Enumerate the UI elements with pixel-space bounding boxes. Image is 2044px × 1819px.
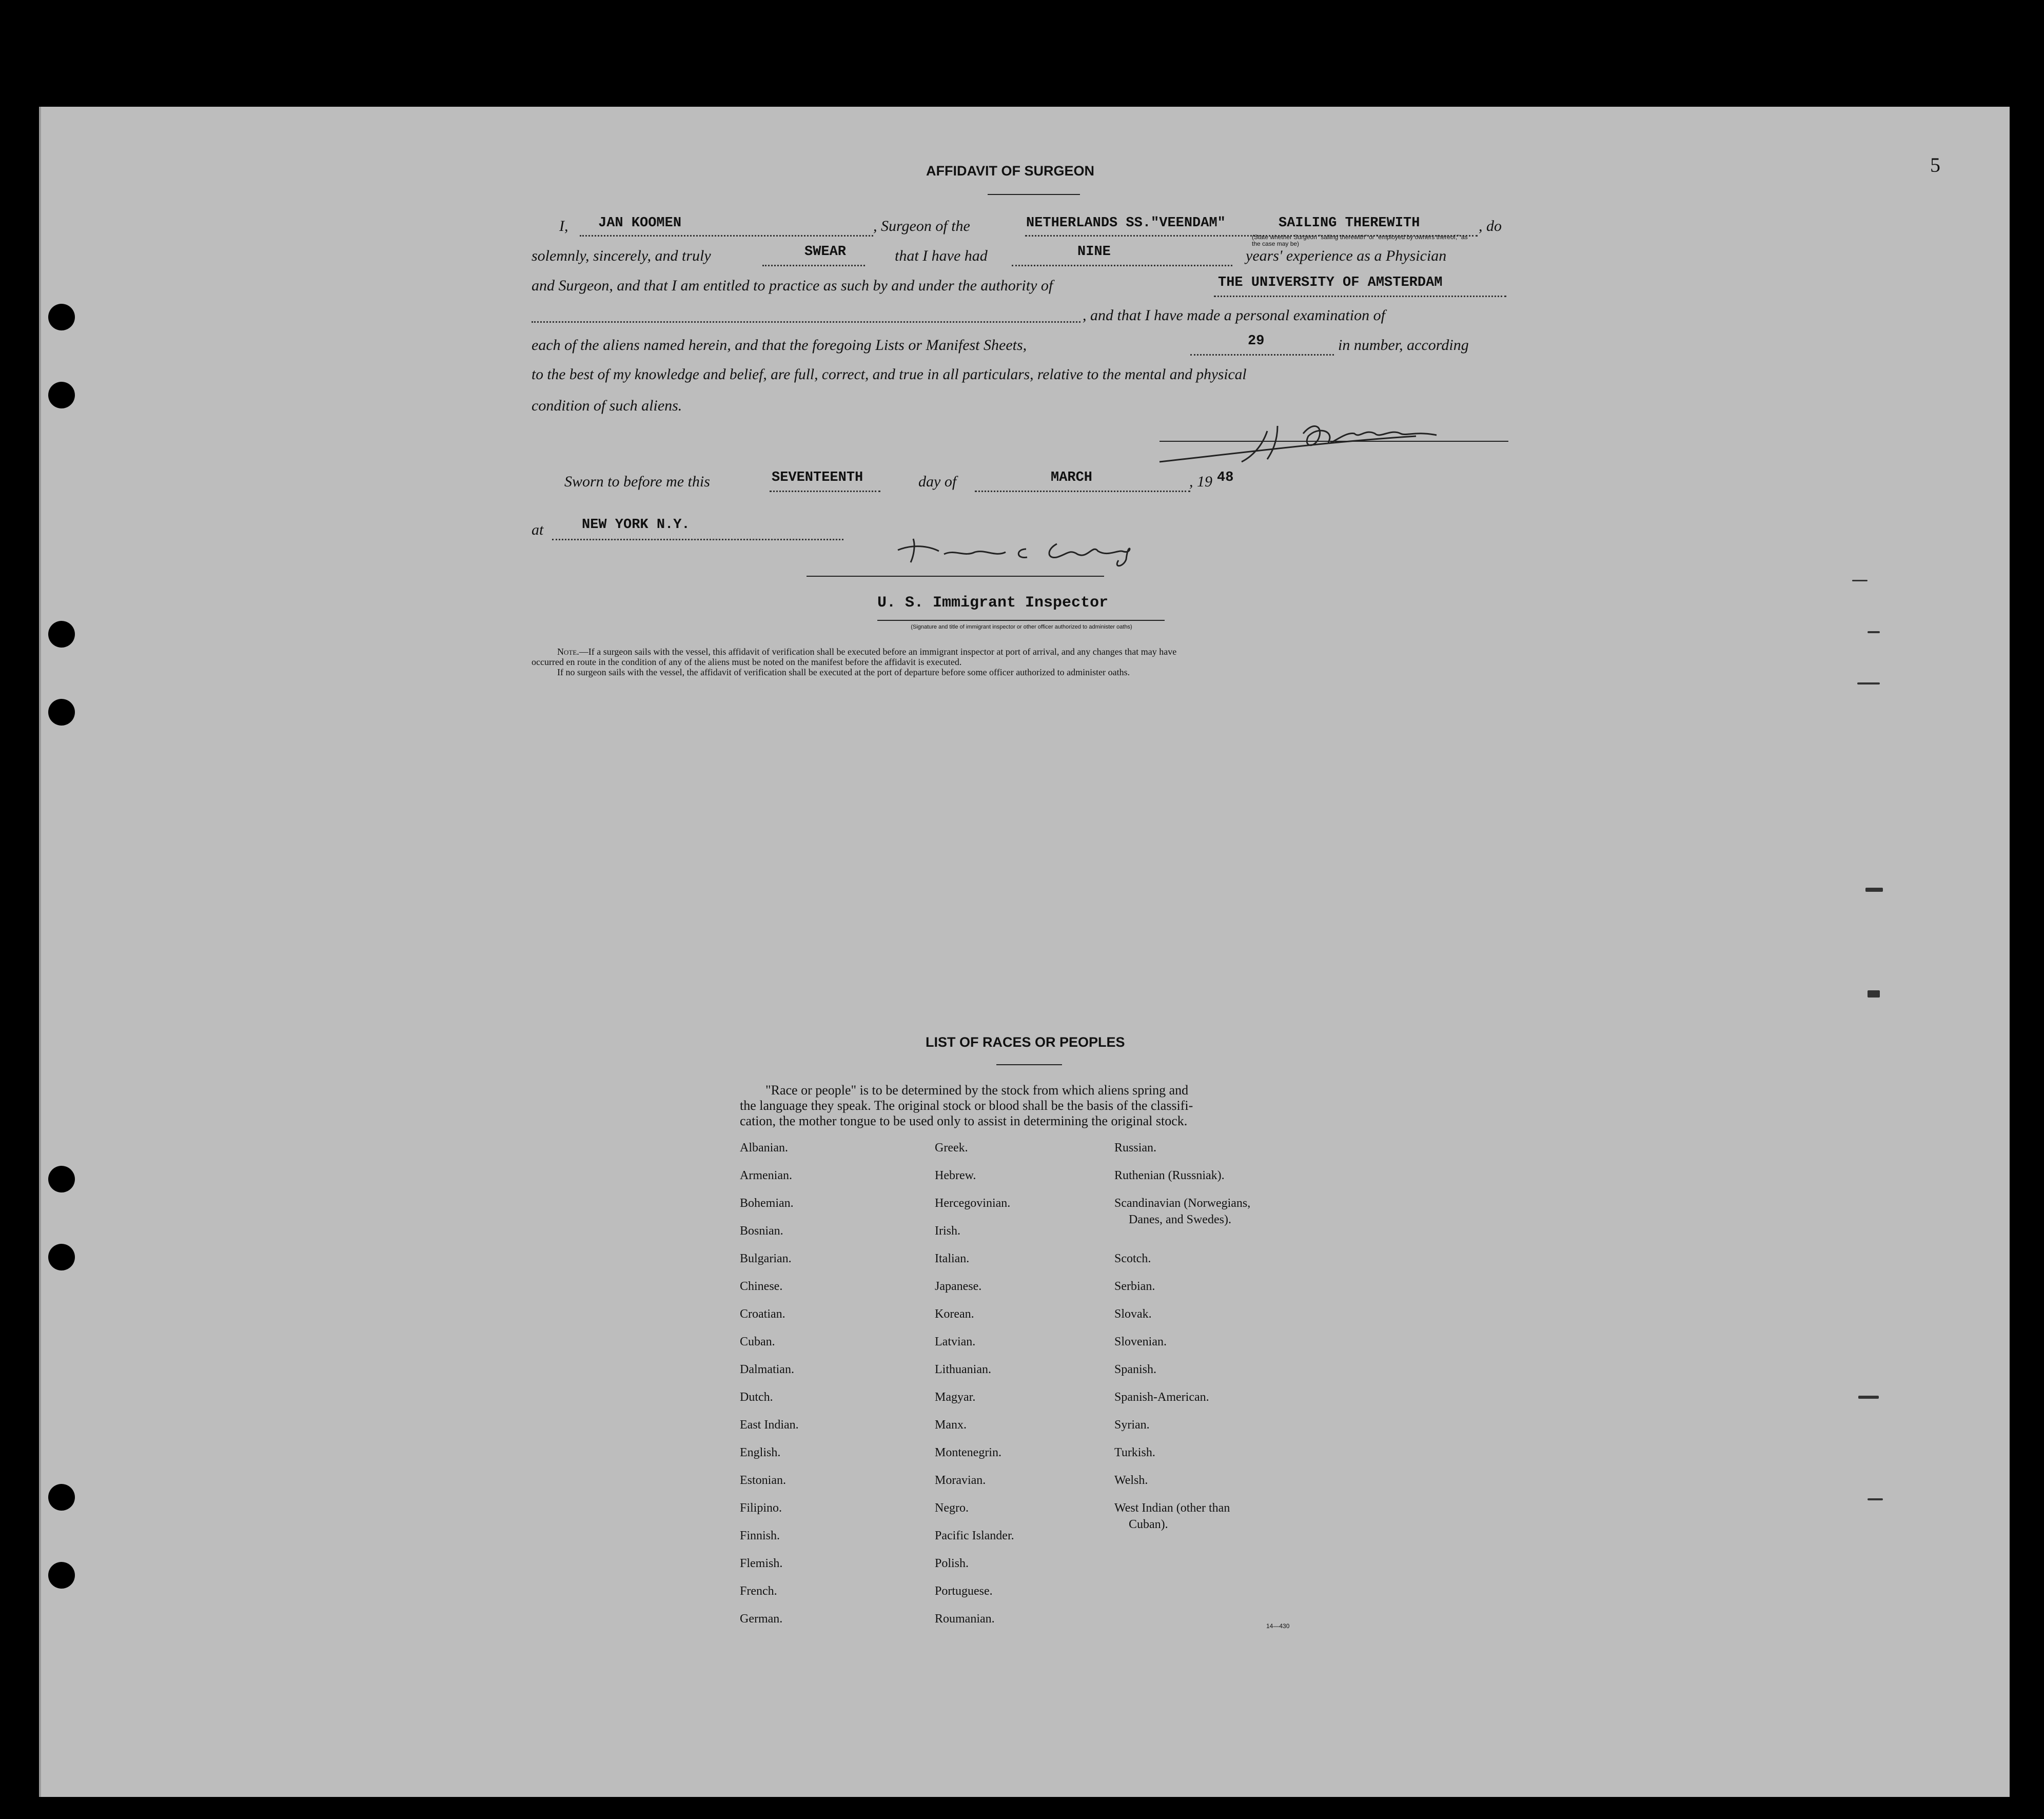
race-item: Spanish. (1114, 1363, 1157, 1376)
punch-hole (48, 1244, 75, 1270)
intro-line: "Race or people" is to be determined by the stock from which aliens spring and (765, 1083, 1189, 1098)
form-number: 14—430 (1266, 1622, 1290, 1630)
speck (1868, 1498, 1883, 1500)
punch-hole (48, 621, 75, 648)
races-title: LIST OF RACES OR PEOPLES (926, 1034, 1125, 1050)
race-item: Korean. (935, 1307, 974, 1321)
affidavit-title: AFFIDAVIT OF SURGEON (926, 163, 1094, 179)
oath-type: SWEAR (804, 244, 847, 260)
race-item: Turkish. (1114, 1446, 1155, 1459)
form-text: at (532, 521, 544, 538)
race-item: Syrian. (1114, 1418, 1150, 1432)
status-hint: (State whether Surgeon "sailing therewith" or "employed by owners thereof," as the case may be) (1252, 233, 1468, 247)
race-item: Portuguese. (935, 1585, 993, 1598)
punch-hole (48, 304, 75, 330)
form-text: I, (559, 218, 568, 234)
race-item: Dalmatian. (740, 1363, 794, 1376)
form-text: years' experience as a Physician (1246, 247, 1447, 264)
sworn-year: 48 (1217, 470, 1234, 485)
document-page (39, 107, 2010, 1797)
inspector-signature-line (807, 576, 1104, 577)
race-item: Pacific Islander. (935, 1529, 1014, 1542)
race-item: Moravian. (935, 1474, 986, 1487)
race-item: West Indian (other than (1114, 1501, 1230, 1515)
note-line: If no surgeon sails with the vessel, the affidavit of verification shall be executed at the port of departure before some officer authorized to administer oaths. (557, 667, 1130, 677)
surgeon-name: JAN KOOMEN (598, 216, 682, 231)
note-label: Note. (557, 647, 579, 657)
form-text: in number, according (1338, 337, 1469, 354)
race-item: Scotch. (1114, 1252, 1151, 1265)
race-item: Croatian. (740, 1307, 785, 1321)
form-text: and Surgeon, and that I am entitled to practice as such by and under the authority of (532, 277, 1053, 294)
fill-line (1012, 250, 1232, 266)
title-underline (988, 194, 1080, 195)
race-item: Finnish. (740, 1529, 780, 1542)
speck (1858, 1396, 1879, 1399)
races-title-underline (996, 1064, 1062, 1065)
sworn-place: NEW YORK N.Y. (582, 517, 690, 533)
note-line: occurred en route in the condition of any of the aliens must be noted on the manifest before the affidavit is executed. (532, 657, 962, 667)
race-item: English. (740, 1446, 781, 1459)
race-item: Italian. (935, 1252, 970, 1265)
authority: THE UNIVERSITY OF AMSTERDAM (1218, 275, 1443, 290)
speck (1865, 888, 1883, 892)
sailing-status: SAILING THEREWITH (1279, 216, 1420, 231)
race-item: Chinese. (740, 1280, 783, 1293)
race-item: French. (740, 1585, 777, 1598)
race-item: Hercegovinian. (935, 1197, 1011, 1210)
speck (1852, 580, 1868, 581)
form-text: , 19 (1189, 473, 1212, 490)
form-text: , Surgeon of the (873, 218, 970, 234)
race-item: Montenegrin. (935, 1446, 1001, 1459)
race-item: Slovak. (1114, 1307, 1152, 1321)
race-item: Bulgarian. (740, 1252, 792, 1265)
race-item: Manx. (935, 1418, 967, 1432)
inspector-title-stamp: U. S. Immigrant Inspector (877, 594, 1109, 612)
form-text: each of the aliens named herein, and that the foregoing Lists or Manifest Sheets, (532, 337, 1027, 354)
race-item: Ruthenian (Russniak). (1114, 1169, 1225, 1182)
sworn-day: SEVENTEENTH (772, 470, 863, 485)
race-item: Serbian. (1114, 1280, 1155, 1293)
race-item: Albanian. (740, 1141, 788, 1155)
race-item: Lithuanian. (935, 1363, 991, 1376)
race-item: Cuban). (1129, 1518, 1168, 1531)
race-item: Scandinavian (Norwegians, (1114, 1197, 1251, 1210)
race-item: Latvian. (935, 1335, 976, 1348)
race-item: Polish. (935, 1557, 969, 1570)
intro-line: cation, the mother tongue to be used only to assist in determining the original stock. (740, 1113, 1188, 1128)
vessel-name: NETHERLANDS SS."VEENDAM" (1026, 216, 1226, 231)
punch-hole (48, 1166, 75, 1192)
punch-hole (48, 1562, 75, 1589)
race-item: German. (740, 1612, 783, 1626)
race-item: Filipino. (740, 1501, 782, 1515)
speck (1868, 631, 1880, 633)
race-item: Negro. (935, 1501, 969, 1515)
race-item: Armenian. (740, 1169, 792, 1182)
race-item: Slovenian. (1114, 1335, 1167, 1348)
punch-hole (48, 699, 75, 726)
intro-line: the language they speak. The original stock or blood shall be the basis of the classifi- (740, 1098, 1193, 1113)
race-item: Spanish-American. (1114, 1391, 1209, 1404)
inspector-caption: (Signature and title of immigrant inspector or other officer authorized to administer oaths) (911, 624, 1132, 630)
race-item: Roumanian. (935, 1612, 995, 1626)
inspector-signature (893, 529, 1149, 570)
years-experience: NINE (1077, 244, 1111, 260)
race-item: East Indian. (740, 1418, 799, 1432)
race-item: Bohemian. (740, 1197, 794, 1210)
race-item: Magyar. (935, 1391, 976, 1404)
race-item: Bosnian. (740, 1224, 783, 1238)
form-text: that I have had (895, 247, 988, 264)
race-item: Flemish. (740, 1557, 783, 1570)
race-item: Welsh. (1114, 1474, 1148, 1487)
note-line: —If a surgeon sails with the vessel, this affidavit of verification shall be executed before an immigrant inspector at port of arrival, and any changes that may have (579, 647, 1177, 657)
race-item: Hebrew. (935, 1169, 976, 1182)
form-text: to the best of my knowledge and belief, are full, correct, and true in all particulars, relative to the mental and physical (532, 366, 1247, 383)
form-text: solemnly, sincerely, and truly (532, 247, 711, 264)
speck (1868, 990, 1880, 997)
race-item: Japanese. (935, 1280, 982, 1293)
race-item: Russian. (1114, 1141, 1157, 1155)
form-text: , do (1479, 218, 1502, 234)
inspector-title-line (877, 620, 1165, 621)
race-item: Dutch. (740, 1391, 773, 1404)
race-item: Greek. (935, 1141, 968, 1155)
fill-line (532, 307, 1080, 323)
speck (1857, 682, 1880, 684)
race-item: Irish. (935, 1224, 960, 1238)
form-text: day of (918, 473, 957, 490)
form-text: condition of such aliens. (532, 397, 682, 414)
punch-hole (48, 382, 75, 408)
form-text: , and that I have made a personal examination of (1083, 307, 1385, 324)
race-item: Danes, and Swedes). (1129, 1213, 1231, 1226)
affidavit-note (532, 647, 1506, 677)
race-item: Cuban. (740, 1335, 775, 1348)
sworn-month: MARCH (1051, 470, 1093, 485)
form-text: Sworn to before me this (564, 473, 710, 490)
surgeon-signature (1149, 410, 1519, 477)
race-item: Estonian. (740, 1474, 786, 1487)
punch-hole (48, 1484, 75, 1511)
races-intro (740, 1083, 1304, 1129)
page-number: 5 (1930, 153, 1940, 177)
manifest-sheet-count: 29 (1248, 334, 1265, 349)
